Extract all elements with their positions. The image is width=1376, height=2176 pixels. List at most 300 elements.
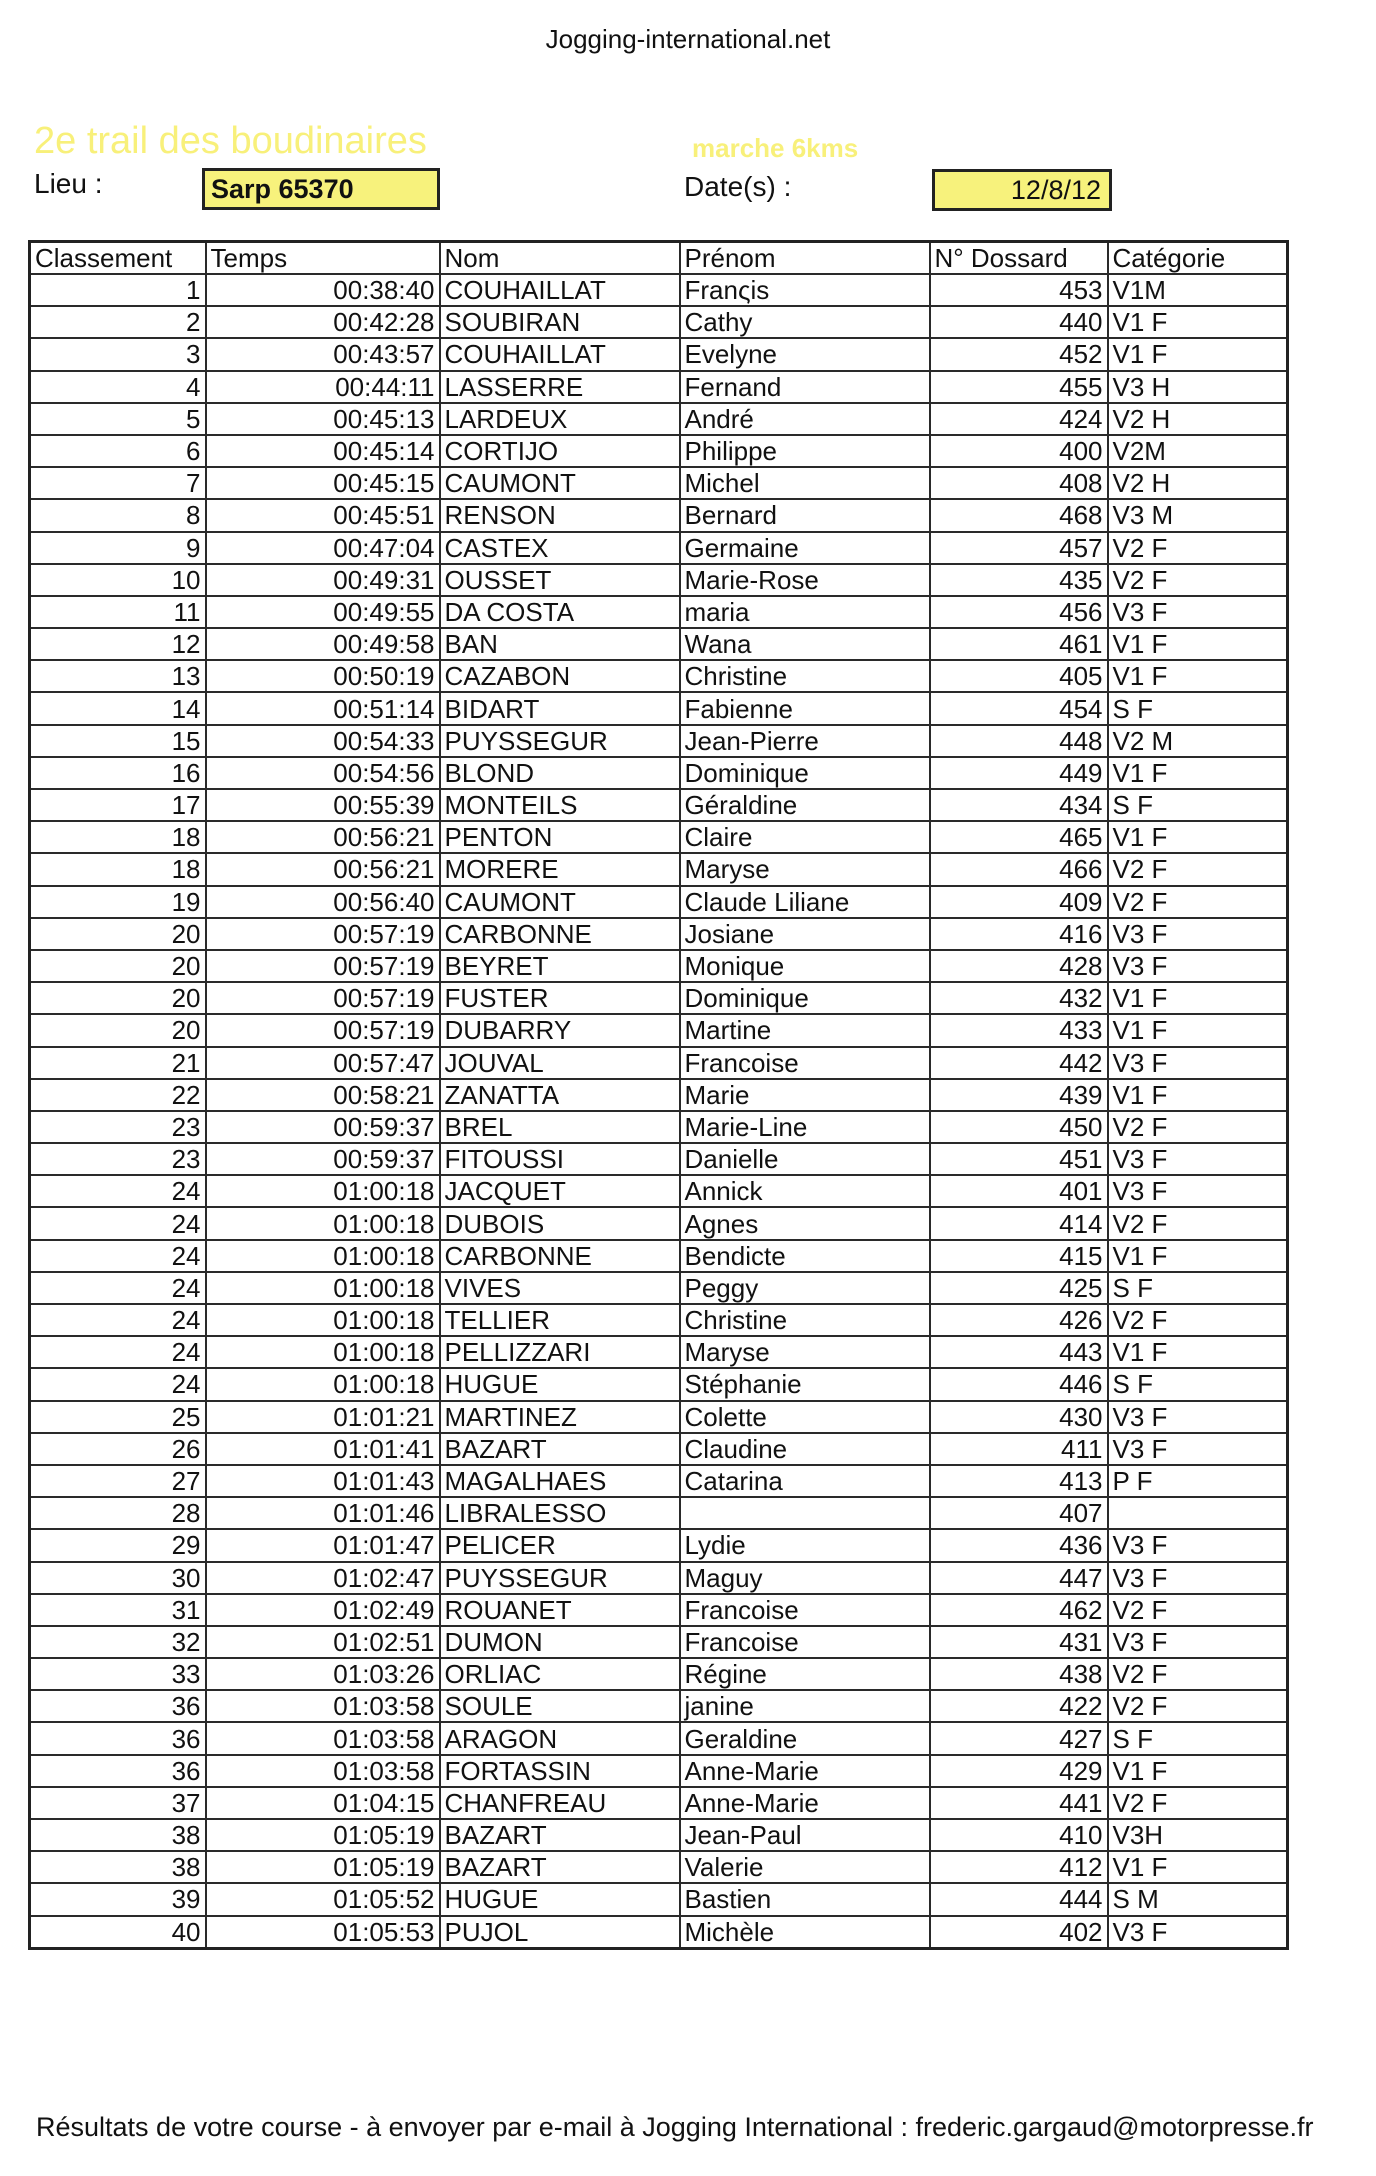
cell-firstname xyxy=(680,1497,930,1529)
cell-firstname: Maryse xyxy=(680,1336,930,1368)
cell-lastname: CHANFREAU xyxy=(440,1787,680,1819)
cell-category: V2 F xyxy=(1108,1304,1288,1336)
cell-category: V3 M xyxy=(1108,499,1288,531)
cell-rank: 31 xyxy=(30,1594,206,1626)
table-row xyxy=(30,274,1288,306)
cell-firstname: Dominique xyxy=(680,757,930,789)
cell-lastname: BREL xyxy=(440,1111,680,1143)
cell-time: 01:05:19 xyxy=(206,1851,440,1883)
cell-rank: 23 xyxy=(30,1143,206,1175)
cell-time: 00:47:04 xyxy=(206,532,440,564)
table-row xyxy=(30,692,1288,724)
table-row xyxy=(30,628,1288,660)
cell-category: V2 F xyxy=(1108,1207,1288,1239)
cell-firstname: Anne-Marie xyxy=(680,1787,930,1819)
cell-firstname: Germaine xyxy=(680,532,930,564)
cell-rank: 4 xyxy=(30,371,206,403)
cell-category: V2 M xyxy=(1108,725,1288,757)
cell-time: 00:51:14 xyxy=(206,692,440,724)
race-title: 2e trail des boudinaires xyxy=(34,120,427,162)
cell-bib: 413 xyxy=(930,1465,1108,1497)
cell-lastname: SOULE xyxy=(440,1690,680,1722)
race-subtitle: marche 6kms xyxy=(692,133,859,163)
cell-time: 00:57:19 xyxy=(206,1014,440,1046)
cell-rank: 32 xyxy=(30,1626,206,1658)
cell-time: 01:00:18 xyxy=(206,1368,440,1400)
cell-lastname: ZANATTA xyxy=(440,1079,680,1111)
cell-lastname: BLOND xyxy=(440,757,680,789)
cell-category: V1 F xyxy=(1108,1240,1288,1272)
cell-bib: 425 xyxy=(930,1272,1108,1304)
cell-time: 00:56:21 xyxy=(206,821,440,853)
cell-lastname: DUBARRY xyxy=(440,1014,680,1046)
cell-bib: 407 xyxy=(930,1497,1108,1529)
cell-firstname: Catarina xyxy=(680,1465,930,1497)
header-prenom: Prénom xyxy=(680,242,930,275)
cell-rank: 8 xyxy=(30,499,206,531)
cell-bib: 415 xyxy=(930,1240,1108,1272)
cell-bib: 465 xyxy=(930,821,1108,853)
cell-bib: 430 xyxy=(930,1401,1108,1433)
cell-rank: 20 xyxy=(30,982,206,1014)
table-row xyxy=(30,757,1288,789)
cell-lastname: BEYRET xyxy=(440,950,680,982)
cell-firstname: Valerie xyxy=(680,1851,930,1883)
cell-bib: 453 xyxy=(930,274,1108,306)
site-name: Jogging-international.net xyxy=(545,24,831,54)
cell-rank: 29 xyxy=(30,1529,206,1561)
cell-category: V1M xyxy=(1108,274,1288,306)
table-row xyxy=(30,532,1288,564)
cell-category: V2 F xyxy=(1108,1111,1288,1143)
cell-category: V3 F xyxy=(1108,950,1288,982)
cell-rank: 24 xyxy=(30,1240,206,1272)
cell-lastname: CAUMONT xyxy=(440,467,680,499)
cell-category: V3 F xyxy=(1108,1529,1288,1561)
cell-lastname: PUYSSEGUR xyxy=(440,725,680,757)
cell-category: S F xyxy=(1108,1272,1288,1304)
cell-bib: 412 xyxy=(930,1851,1108,1883)
cell-time: 01:05:52 xyxy=(206,1883,440,1915)
cell-rank: 20 xyxy=(30,950,206,982)
cell-bib: 457 xyxy=(930,532,1108,564)
cell-time: 00:57:19 xyxy=(206,918,440,950)
table-row xyxy=(30,1497,1288,1529)
cell-bib: 429 xyxy=(930,1755,1108,1787)
cell-bib: 456 xyxy=(930,596,1108,628)
table-row xyxy=(30,1143,1288,1175)
cell-lastname: FUSTER xyxy=(440,982,680,1014)
cell-category: V1 F xyxy=(1108,628,1288,660)
cell-rank: 9 xyxy=(30,532,206,564)
cell-category: V3 F xyxy=(1108,1433,1288,1465)
table-row xyxy=(30,1014,1288,1046)
cell-rank: 19 xyxy=(30,886,206,918)
cell-bib: 401 xyxy=(930,1175,1108,1207)
cell-lastname: DUBOIS xyxy=(440,1207,680,1239)
cell-lastname: FITOUSSI xyxy=(440,1143,680,1175)
cell-bib: 424 xyxy=(930,403,1108,435)
header-classement: Classement xyxy=(30,242,206,275)
cell-bib: 427 xyxy=(930,1722,1108,1754)
table-row xyxy=(30,1433,1288,1465)
cell-category: V3 F xyxy=(1108,1047,1288,1079)
cell-lastname: PUJOL xyxy=(440,1916,680,1949)
cell-lastname: JOUVAL xyxy=(440,1047,680,1079)
cell-bib: 426 xyxy=(930,1304,1108,1336)
cell-lastname: HUGUE xyxy=(440,1883,680,1915)
cell-time: 01:04:15 xyxy=(206,1787,440,1819)
cell-firstname: André xyxy=(680,403,930,435)
table-row xyxy=(30,1368,1288,1400)
cell-firstname: Danielle xyxy=(680,1143,930,1175)
cell-time: 00:56:21 xyxy=(206,853,440,885)
cell-bib: 461 xyxy=(930,628,1108,660)
cell-bib: 462 xyxy=(930,1594,1108,1626)
table-row xyxy=(30,1240,1288,1272)
cell-firstname: Wana xyxy=(680,628,930,660)
cell-firstname: Anne-Marie xyxy=(680,1755,930,1787)
table-row xyxy=(30,1272,1288,1304)
cell-firstname: Josiane xyxy=(680,918,930,950)
cell-lastname: CAZABON xyxy=(440,660,680,692)
cell-lastname: BAN xyxy=(440,628,680,660)
cell-lastname: MORERE xyxy=(440,853,680,885)
table-row xyxy=(30,1079,1288,1111)
lieu-label: Lieu : xyxy=(34,168,103,199)
cell-category: V2M xyxy=(1108,435,1288,467)
cell-rank: 25 xyxy=(30,1401,206,1433)
cell-category: V3 F xyxy=(1108,1562,1288,1594)
cell-category: V1 F xyxy=(1108,757,1288,789)
table-row xyxy=(30,660,1288,692)
cell-category: V3 F xyxy=(1108,1175,1288,1207)
cell-category: V3 F xyxy=(1108,596,1288,628)
cell-firstname: Christine xyxy=(680,660,930,692)
table-row xyxy=(30,1883,1288,1915)
header-categorie: Catégorie xyxy=(1108,242,1288,275)
cell-lastname: COUHAILLAT xyxy=(440,274,680,306)
cell-category: V1 F xyxy=(1108,821,1288,853)
cell-bib: 448 xyxy=(930,725,1108,757)
cell-rank: 24 xyxy=(30,1175,206,1207)
cell-time: 00:49:31 xyxy=(206,564,440,596)
header-row xyxy=(30,242,1288,275)
table-row xyxy=(30,1916,1288,1949)
cell-bib: 402 xyxy=(930,1916,1108,1949)
cell-time: 01:01:47 xyxy=(206,1529,440,1561)
cell-category: V3 F xyxy=(1108,1916,1288,1949)
cell-rank: 27 xyxy=(30,1465,206,1497)
cell-category: V2 F xyxy=(1108,886,1288,918)
cell-category: S F xyxy=(1108,789,1288,821)
cell-time: 01:02:47 xyxy=(206,1562,440,1594)
cell-time: 00:44:11 xyxy=(206,371,440,403)
cell-bib: 410 xyxy=(930,1819,1108,1851)
table-row xyxy=(30,789,1288,821)
cell-firstname: Fabienne xyxy=(680,692,930,724)
cell-firstname: Geraldine xyxy=(680,1722,930,1754)
cell-category: V1 F xyxy=(1108,1851,1288,1883)
cell-firstname: Francoise xyxy=(680,1626,930,1658)
cell-category: V2 F xyxy=(1108,564,1288,596)
cell-rank: 15 xyxy=(30,725,206,757)
cell-category: V2 F xyxy=(1108,1658,1288,1690)
cell-firstname: Martine xyxy=(680,1014,930,1046)
cell-time: 00:49:55 xyxy=(206,596,440,628)
cell-category: V2 F xyxy=(1108,1787,1288,1819)
cell-bib: 414 xyxy=(930,1207,1108,1239)
cell-rank: 2 xyxy=(30,306,206,338)
cell-lastname: JACQUET xyxy=(440,1175,680,1207)
cell-lastname: HUGUE xyxy=(440,1368,680,1400)
cell-firstname: Bernard xyxy=(680,499,930,531)
table-row xyxy=(30,1401,1288,1433)
cell-rank: 17 xyxy=(30,789,206,821)
cell-rank: 18 xyxy=(30,853,206,885)
cell-time: 01:05:19 xyxy=(206,1819,440,1851)
cell-rank: 37 xyxy=(30,1787,206,1819)
cell-lastname: CORTIJO xyxy=(440,435,680,467)
cell-bib: 405 xyxy=(930,660,1108,692)
cell-category: S F xyxy=(1108,1722,1288,1754)
cell-category: V2 F xyxy=(1108,532,1288,564)
table-row xyxy=(30,1529,1288,1561)
cell-lastname: ROUANET xyxy=(440,1594,680,1626)
cell-firstname: Colette xyxy=(680,1401,930,1433)
cell-category: V3 F xyxy=(1108,1626,1288,1658)
cell-rank: 38 xyxy=(30,1819,206,1851)
cell-time: 00:54:56 xyxy=(206,757,440,789)
header-dossard: N° Dossard xyxy=(930,242,1108,275)
cell-firstname: Philippe xyxy=(680,435,930,467)
cell-category: V1 F xyxy=(1108,1336,1288,1368)
cell-time: 01:00:18 xyxy=(206,1272,440,1304)
cell-lastname: CASTEX xyxy=(440,532,680,564)
cell-category: V2 H xyxy=(1108,403,1288,435)
cell-category: S M xyxy=(1108,1883,1288,1915)
cell-rank: 30 xyxy=(30,1562,206,1594)
cell-rank: 38 xyxy=(30,1851,206,1883)
cell-time: 01:01:21 xyxy=(206,1401,440,1433)
cell-rank: 1 xyxy=(30,274,206,306)
cell-time: 00:58:21 xyxy=(206,1079,440,1111)
cell-lastname: CAUMONT xyxy=(440,886,680,918)
cell-category: V3 H xyxy=(1108,371,1288,403)
header-temps: Temps xyxy=(206,242,440,275)
cell-bib: 451 xyxy=(930,1143,1108,1175)
cell-time: 01:01:43 xyxy=(206,1465,440,1497)
table-row xyxy=(30,1594,1288,1626)
cell-time: 01:00:18 xyxy=(206,1336,440,1368)
cell-firstname: Francoise xyxy=(680,1047,930,1079)
table-row xyxy=(30,886,1288,918)
cell-bib: 466 xyxy=(930,853,1108,885)
table-row xyxy=(30,725,1288,757)
cell-category: V1 F xyxy=(1108,306,1288,338)
cell-rank: 23 xyxy=(30,1111,206,1143)
cell-time: 00:45:15 xyxy=(206,467,440,499)
cell-rank: 28 xyxy=(30,1497,206,1529)
table-row xyxy=(30,853,1288,885)
cell-bib: 411 xyxy=(930,1433,1108,1465)
cell-time: 01:00:18 xyxy=(206,1207,440,1239)
footer-note: Résultats de votre course - à envoyer par e-mail à Jogging International : frederic.gargaud@motorpresse.fr xyxy=(36,2112,1314,2142)
results-table xyxy=(28,240,1289,1950)
cell-firstname: Claudine xyxy=(680,1433,930,1465)
table-row xyxy=(30,982,1288,1014)
cell-firstname: Michel xyxy=(680,467,930,499)
cell-bib: 409 xyxy=(930,886,1108,918)
cell-firstname: Maryse xyxy=(680,853,930,885)
table-row xyxy=(30,1690,1288,1722)
cell-bib: 431 xyxy=(930,1626,1108,1658)
cell-time: 01:01:46 xyxy=(206,1497,440,1529)
table-row xyxy=(30,338,1288,370)
table-row xyxy=(30,1787,1288,1819)
cell-firstname: Christine xyxy=(680,1304,930,1336)
table-row xyxy=(30,1047,1288,1079)
cell-time: 01:05:53 xyxy=(206,1916,440,1949)
cell-rank: 24 xyxy=(30,1304,206,1336)
cell-bib: 441 xyxy=(930,1787,1108,1819)
cell-lastname: MONTEILS xyxy=(440,789,680,821)
cell-rank: 24 xyxy=(30,1207,206,1239)
cell-firstname: Dominique xyxy=(680,982,930,1014)
cell-category: V3 F xyxy=(1108,1401,1288,1433)
cell-time: 00:56:40 xyxy=(206,886,440,918)
cell-time: 01:03:26 xyxy=(206,1658,440,1690)
cell-rank: 24 xyxy=(30,1336,206,1368)
results-body xyxy=(30,274,1288,1948)
cell-time: 01:02:49 xyxy=(206,1594,440,1626)
cell-category: V1 F xyxy=(1108,982,1288,1014)
cell-bib: 455 xyxy=(930,371,1108,403)
cell-rank: 20 xyxy=(30,1014,206,1046)
cell-category xyxy=(1108,1497,1288,1529)
table-row xyxy=(30,435,1288,467)
cell-category: V3 F xyxy=(1108,918,1288,950)
cell-lastname: BAZART xyxy=(440,1433,680,1465)
cell-rank: 13 xyxy=(30,660,206,692)
cell-bib: 452 xyxy=(930,338,1108,370)
cell-firstname: Monique xyxy=(680,950,930,982)
table-row xyxy=(30,950,1288,982)
table-row xyxy=(30,1819,1288,1851)
cell-bib: 439 xyxy=(930,1079,1108,1111)
cell-category: S F xyxy=(1108,1368,1288,1400)
table-row xyxy=(30,821,1288,853)
cell-rank: 24 xyxy=(30,1272,206,1304)
cell-firstname: Jean-Paul xyxy=(680,1819,930,1851)
cell-time: 01:02:51 xyxy=(206,1626,440,1658)
cell-time: 01:00:18 xyxy=(206,1240,440,1272)
cell-firstname: Bastien xyxy=(680,1883,930,1915)
cell-time: 00:57:19 xyxy=(206,950,440,982)
cell-time: 00:45:51 xyxy=(206,499,440,531)
table-row xyxy=(30,1304,1288,1336)
cell-lastname: OUSSET xyxy=(440,564,680,596)
cell-time: 00:45:13 xyxy=(206,403,440,435)
table-row xyxy=(30,1755,1288,1787)
cell-time: 00:57:47 xyxy=(206,1047,440,1079)
cell-time: 00:59:37 xyxy=(206,1111,440,1143)
cell-firstname: Peggy xyxy=(680,1272,930,1304)
cell-lastname: TELLIER xyxy=(440,1304,680,1336)
cell-firstname: Bendicte xyxy=(680,1240,930,1272)
cell-rank: 33 xyxy=(30,1658,206,1690)
cell-firstname: Jean-Pierre xyxy=(680,725,930,757)
cell-lastname: BAZART xyxy=(440,1819,680,1851)
cell-bib: 433 xyxy=(930,1014,1108,1046)
table-row xyxy=(30,1465,1288,1497)
cell-time: 00:57:19 xyxy=(206,982,440,1014)
cell-category: V1 F xyxy=(1108,1079,1288,1111)
cell-rank: 12 xyxy=(30,628,206,660)
cell-rank: 16 xyxy=(30,757,206,789)
cell-category: P F xyxy=(1108,1465,1288,1497)
cell-rank: 24 xyxy=(30,1368,206,1400)
cell-category: V1 F xyxy=(1108,1014,1288,1046)
cell-rank: 40 xyxy=(30,1916,206,1949)
cell-time: 01:00:18 xyxy=(206,1175,440,1207)
cell-bib: 422 xyxy=(930,1690,1108,1722)
cell-bib: 447 xyxy=(930,1562,1108,1594)
cell-time: 00:54:33 xyxy=(206,725,440,757)
cell-lastname: FORTASSIN xyxy=(440,1755,680,1787)
cell-firstname: Agnes xyxy=(680,1207,930,1239)
cell-time: 00:38:40 xyxy=(206,274,440,306)
cell-lastname: MAGALHAES xyxy=(440,1465,680,1497)
cell-firstname: Lydie xyxy=(680,1529,930,1561)
cell-rank: 39 xyxy=(30,1883,206,1915)
cell-time: 01:00:18 xyxy=(206,1304,440,1336)
cell-lastname: ARAGON xyxy=(440,1722,680,1754)
cell-bib: 440 xyxy=(930,306,1108,338)
date-label: Date(s) : xyxy=(684,171,792,202)
cell-bib: 408 xyxy=(930,467,1108,499)
cell-time: 00:55:39 xyxy=(206,789,440,821)
cell-category: V1 F xyxy=(1108,338,1288,370)
cell-category: V1 F xyxy=(1108,1755,1288,1787)
cell-lastname: DA COSTA xyxy=(440,596,680,628)
cell-lastname: SOUBIRAN xyxy=(440,306,680,338)
cell-firstname: Franςis xyxy=(680,274,930,306)
cell-bib: 446 xyxy=(930,1368,1108,1400)
cell-time: 01:03:58 xyxy=(206,1722,440,1754)
cell-lastname: VIVES xyxy=(440,1272,680,1304)
cell-lastname: PUYSSEGUR xyxy=(440,1562,680,1594)
cell-rank: 26 xyxy=(30,1433,206,1465)
cell-lastname: ORLIAC xyxy=(440,1658,680,1690)
cell-bib: 436 xyxy=(930,1529,1108,1561)
cell-bib: 438 xyxy=(930,1658,1108,1690)
cell-category: V2 H xyxy=(1108,467,1288,499)
table-row xyxy=(30,371,1288,403)
cell-bib: 432 xyxy=(930,982,1108,1014)
cell-rank: 18 xyxy=(30,821,206,853)
table-row xyxy=(30,1111,1288,1143)
cell-bib: 442 xyxy=(930,1047,1108,1079)
cell-lastname: MARTINEZ xyxy=(440,1401,680,1433)
cell-bib: 450 xyxy=(930,1111,1108,1143)
cell-bib: 443 xyxy=(930,1336,1108,1368)
cell-time: 00:43:57 xyxy=(206,338,440,370)
cell-bib: 400 xyxy=(930,435,1108,467)
cell-firstname: Cathy xyxy=(680,306,930,338)
table-row xyxy=(30,1851,1288,1883)
cell-time: 00:49:58 xyxy=(206,628,440,660)
